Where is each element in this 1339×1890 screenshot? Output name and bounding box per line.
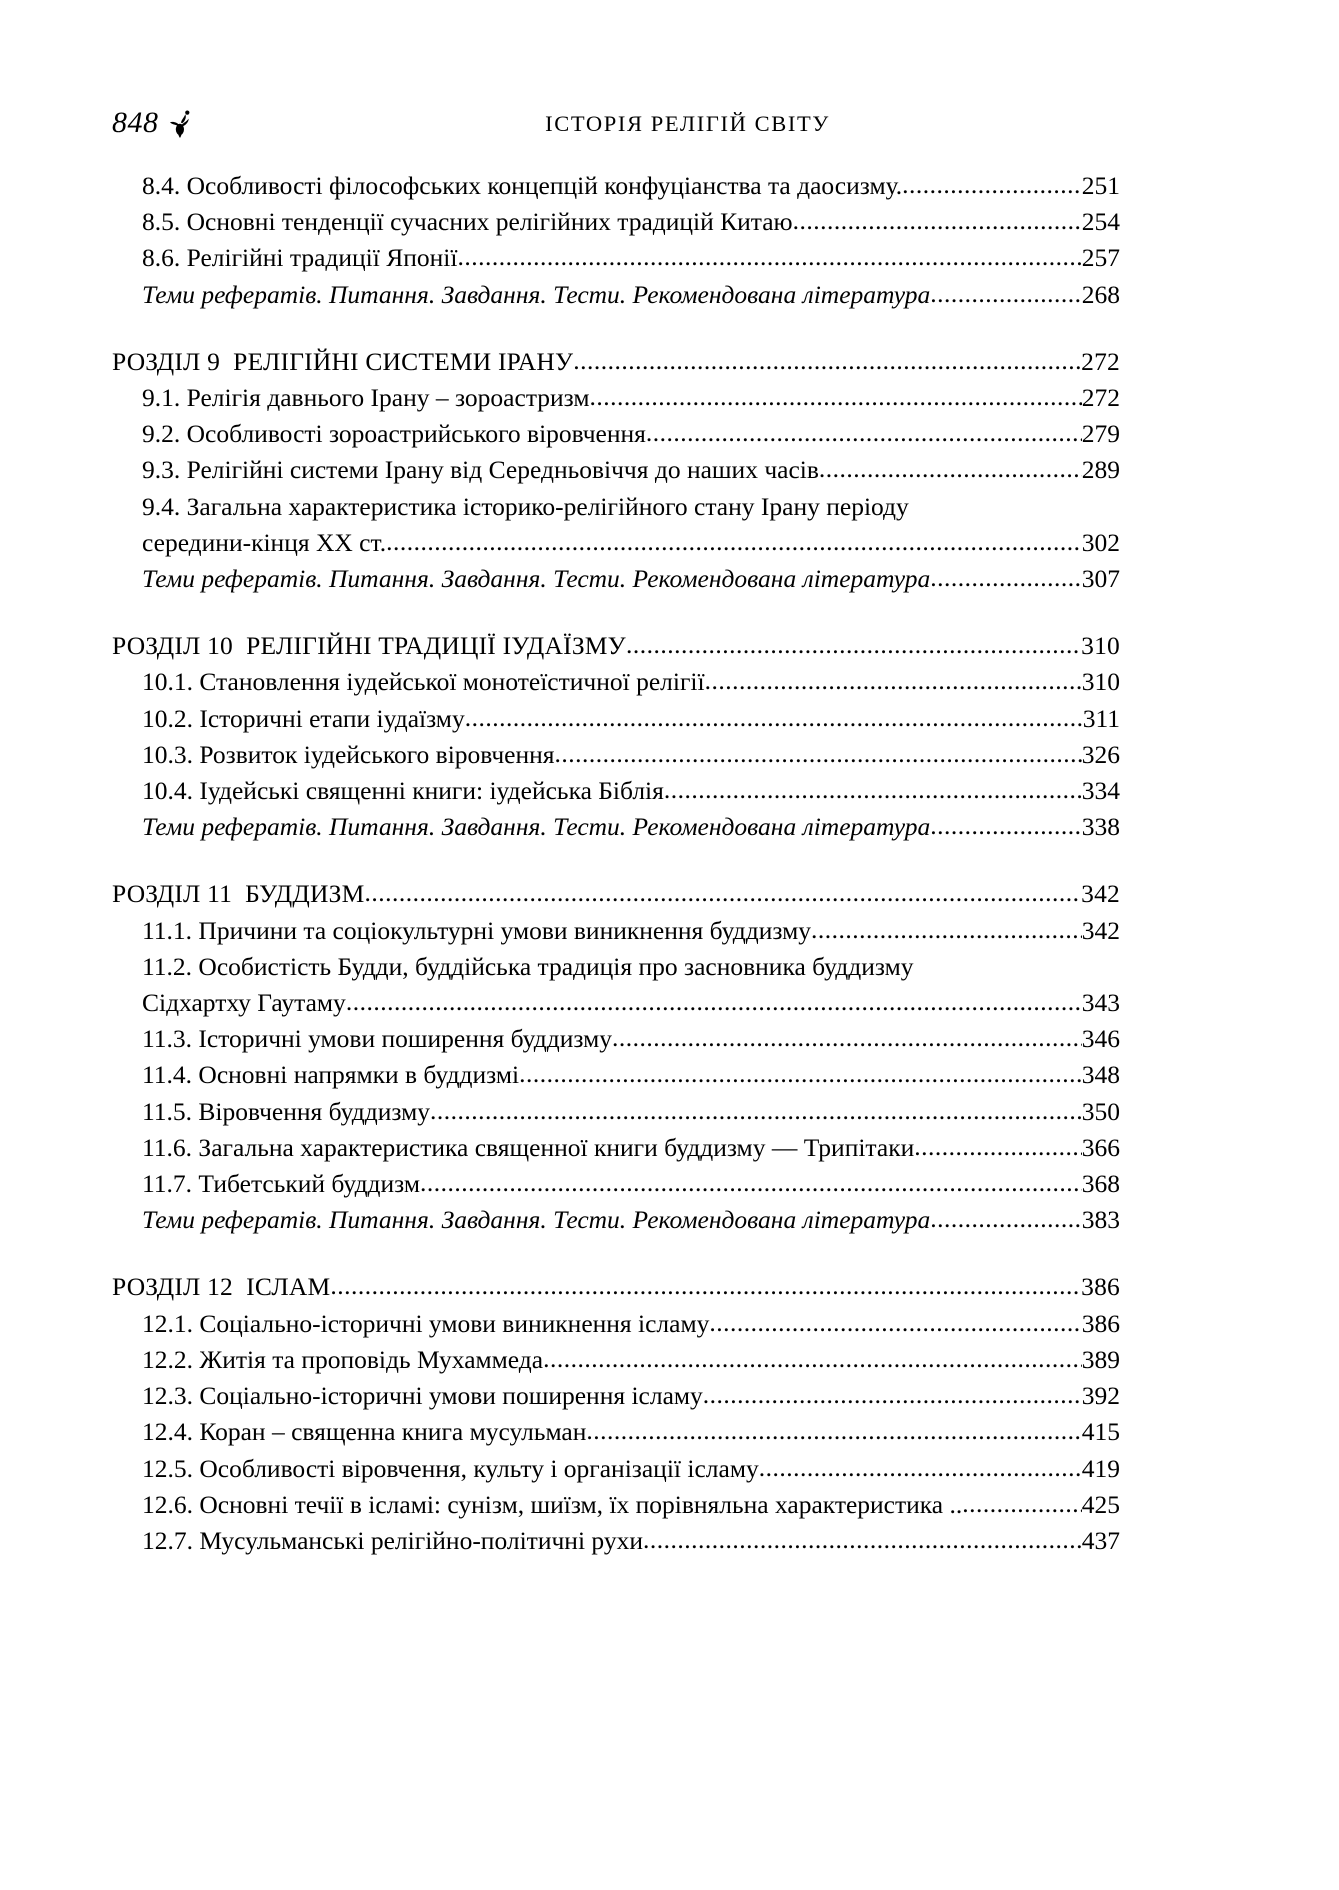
toc-leader-dots <box>519 1057 1082 1092</box>
toc-leader-dots <box>586 1414 1081 1449</box>
toc-leader-dots <box>430 1094 1082 1129</box>
toc-page-number: 383 <box>1081 1205 1120 1235</box>
toc-entry-label: РОЗДІЛ 11 БУДДИЗМ <box>112 879 365 909</box>
toc-chapter-entry[interactable] <box>112 1269 1120 1305</box>
toc-page-number: 272 <box>1081 383 1120 413</box>
toc-entry[interactable] <box>112 452 1120 488</box>
toc-page-number: 386 <box>1081 1272 1120 1302</box>
toc-group <box>112 344 1120 597</box>
toc-entry[interactable] <box>112 1378 1120 1414</box>
toc-entry[interactable] <box>112 737 1120 773</box>
toc-leader-dots <box>819 452 1082 487</box>
toc-entry[interactable] <box>112 240 1120 276</box>
toc-entry-row <box>112 1094 1120 1130</box>
toc-entry-label: 10.3. Розвиток іудейського віровчення <box>142 739 555 769</box>
toc-entry-row <box>112 985 1120 1021</box>
toc-entry-label: 11.7. Тибетський буддизм <box>142 1169 421 1199</box>
toc-entry-row <box>112 1269 1120 1305</box>
toc-entry[interactable] <box>112 949 1120 1021</box>
toc-leader-dots <box>811 913 1082 948</box>
toc-leader-dots <box>703 1378 1082 1413</box>
toc-entry[interactable] <box>112 1342 1120 1378</box>
toc-page-number: 279 <box>1081 419 1120 449</box>
toc-entry[interactable] <box>112 701 1120 737</box>
toc-entry-row <box>112 561 1120 597</box>
toc-entry-label-line1: 11.2. Особистість Будди, буддійська традиція про засновника буддизму <box>142 951 914 981</box>
toc-entry[interactable] <box>112 1451 1120 1487</box>
toc-leader-dots <box>643 1523 1082 1558</box>
toc-entry-row <box>112 876 1120 912</box>
toc-entry-row <box>112 168 1120 204</box>
toc-leader-dots <box>346 984 1082 1020</box>
toc-page-number: 302 <box>1081 527 1120 557</box>
toc-entry[interactable] <box>112 809 1120 845</box>
toc-leader-dots <box>709 1306 1081 1341</box>
toc-entry-label: 10.4. Іудейські священні книги: іудейська Біблія <box>142 776 664 806</box>
toc-leader-dots <box>646 416 1082 451</box>
toc-entry[interactable] <box>112 489 1120 561</box>
page-number: 848 <box>112 106 159 139</box>
table-of-contents <box>112 168 1120 1559</box>
toc-page-number: 342 <box>1081 879 1120 909</box>
toc-page-number: 326 <box>1081 739 1120 769</box>
toc-entry-row <box>112 380 1120 416</box>
toc-page-number: 392 <box>1081 1381 1120 1411</box>
toc-entry-row <box>112 1057 1120 1093</box>
toc-leader-dots <box>914 1130 1082 1165</box>
toc-entry[interactable] <box>112 913 1120 949</box>
toc-leader-dots <box>930 561 1081 596</box>
toc-entry[interactable] <box>112 1094 1120 1130</box>
toc-page-number: 350 <box>1081 1096 1120 1126</box>
toc-entry-label-line1: 9.4. Загальна характеристика історико-релігійного стану Ірану періоду <box>142 491 909 521</box>
toc-entry-row <box>112 1021 1120 1057</box>
toc-entry-label: РОЗДІЛ 10 РЕЛІГІЙНІ ТРАДИЦІЇ ІУДАЇЗМУ <box>112 631 626 661</box>
toc-entry-label: 12.7. Мусульманські релігійно-політичні рухи <box>142 1525 643 1555</box>
toc-entry-row <box>112 737 1120 773</box>
toc-entry[interactable] <box>112 1487 1120 1523</box>
toc-entry-label: 12.6. Основні течії в ісламі: сунізм, шиїзм, їх порівняльна характеристика .. <box>142 1489 963 1519</box>
toc-entry[interactable] <box>112 1202 1120 1238</box>
toc-entry-row <box>112 1378 1120 1414</box>
toc-entry[interactable] <box>112 1523 1120 1559</box>
toc-entry-row <box>112 628 1120 664</box>
toc-entry-label: 12.2. Житія та проповідь Мухаммеда <box>142 1344 544 1374</box>
toc-leader-dots <box>930 809 1081 844</box>
toc-entry-row <box>112 277 1120 313</box>
toc-page-number: 307 <box>1081 564 1120 594</box>
toc-entry[interactable] <box>112 416 1120 452</box>
toc-page-number: 419 <box>1081 1453 1120 1483</box>
toc-entry-label: 11.1. Причини та соціокультурні умови виникнення буддизму <box>142 915 811 945</box>
toc-leader-dots <box>664 773 1082 808</box>
toc-leader-dots <box>465 701 1083 736</box>
toc-entry[interactable] <box>112 1057 1120 1093</box>
toc-page-number: 386 <box>1081 1308 1120 1338</box>
toc-leader-dots <box>705 664 1082 699</box>
toc-page-number: 272 <box>1081 346 1120 376</box>
toc-chapter-entry[interactable] <box>112 876 1120 912</box>
toc-entry-label: Теми рефератів. Питання. Завдання. Тести. Рекомендована література <box>142 1205 931 1235</box>
toc-entry[interactable] <box>112 204 1120 240</box>
toc-entry[interactable] <box>112 664 1120 700</box>
toc-entry[interactable] <box>112 1166 1120 1202</box>
toc-entry-row <box>112 1342 1120 1378</box>
toc-entry-row <box>112 525 1120 561</box>
toc-page-number: 348 <box>1081 1060 1120 1090</box>
toc-entry-row <box>112 1166 1120 1202</box>
toc-entry-label: 9.3. Релігійні системи Ірану від Середньовіччя до наших часів <box>142 455 819 485</box>
toc-entry[interactable] <box>112 1414 1120 1450</box>
toc-entry-row <box>112 809 1120 845</box>
toc-leader-dots <box>612 1021 1082 1056</box>
toc-group <box>112 876 1120 1238</box>
toc-entry-row <box>112 204 1120 240</box>
toc-page-number: 389 <box>1081 1344 1120 1374</box>
toc-entry-label: Сідхартху Гаутаму <box>142 988 346 1018</box>
toc-entry-row <box>112 913 1120 949</box>
toc-page-number: 257 <box>1081 243 1120 273</box>
toc-group <box>112 168 1120 313</box>
toc-page-number: 251 <box>1081 171 1120 200</box>
toc-group <box>112 628 1120 845</box>
toc-entry-label: 12.5. Особливості віровчення, культу і організації ісламу <box>142 1453 759 1483</box>
toc-leader-dots <box>543 1342 1082 1377</box>
toc-entry[interactable] <box>112 168 1120 204</box>
toc-entry-row <box>112 773 1120 809</box>
toc-page-number: 254 <box>1081 207 1120 237</box>
toc-entry[interactable] <box>112 380 1120 416</box>
toc-page-number: 368 <box>1081 1169 1120 1199</box>
toc-entry-row <box>112 1523 1120 1559</box>
toc-entry[interactable] <box>112 561 1120 597</box>
toc-page-number: 425 <box>1081 1489 1120 1519</box>
toc-page-number: 334 <box>1081 776 1120 806</box>
toc-entry-label: 11.5. Віровчення буддизму <box>142 1096 430 1126</box>
toc-page-number: 289 <box>1081 455 1120 485</box>
toc-page-number: 338 <box>1081 812 1120 842</box>
toc-entry-label: 12.3. Соціально-історичні умови поширення ісламу <box>142 1381 703 1411</box>
toc-leader-dots <box>386 524 1082 560</box>
toc-leader-dots <box>902 168 1082 203</box>
toc-entry-row <box>112 1487 1120 1523</box>
toc-leader-dots <box>590 380 1082 415</box>
toc-page-number: 311 <box>1082 703 1120 733</box>
toc-entry-row <box>112 344 1120 380</box>
toc-entry[interactable] <box>112 1130 1120 1166</box>
toc-leader-dots <box>626 628 1081 663</box>
running-head-title: ІСТОРІЯ РЕЛІГІЙ СВІТУ <box>545 111 830 136</box>
toc-entry-label: 8.6. Релігійні традиції Японії <box>142 243 458 273</box>
toc-page-number: 346 <box>1081 1024 1120 1054</box>
toc-entry[interactable] <box>112 1306 1120 1342</box>
toc-entry-label: РОЗДІЛ 12 ІСЛАМ <box>112 1272 331 1302</box>
toc-leader-dots <box>759 1451 1082 1486</box>
toc-entry-label: середини-кінця ХХ ст. <box>142 527 387 557</box>
toc-entry-label: 9.1. Релігія давнього Ірану – зороастризм <box>142 383 590 413</box>
toc-leader-dots <box>930 277 1081 312</box>
toc-leader-dots <box>364 876 1081 911</box>
toc-leader-dots <box>457 240 1081 275</box>
toc-page-number: 366 <box>1081 1132 1120 1162</box>
toc-entry-row <box>112 1130 1120 1166</box>
toc-entry-label: 12.4. Коран – священна книга мусульман <box>142 1417 587 1447</box>
toc-entry-label: 9.2. Особливості зороастрийського віровчення <box>142 419 646 449</box>
toc-entry-label: 11.6. Загальна характеристика священної книги буддизму — Трипітаки <box>142 1132 915 1162</box>
toc-entry-label: 10.2. Історичні етапи іудаїзму <box>142 703 465 733</box>
toc-group <box>112 1269 1120 1559</box>
toc-entry[interactable] <box>112 1021 1120 1057</box>
toc-entry-label: Теми рефератів. Питання. Завдання. Тести. Рекомендована література <box>142 564 931 594</box>
toc-entry[interactable] <box>112 277 1120 313</box>
toc-entry-label: 12.1. Соціально-історичні умови виникнення ісламу <box>142 1308 710 1338</box>
toc-entry-label: Теми рефератів. Питання. Завдання. Тести. Рекомендована література <box>142 812 931 842</box>
toc-leader-dots <box>962 1487 1082 1522</box>
toc-entry-label: 11.3. Історичні умови поширення буддизму <box>142 1024 612 1054</box>
toc-leader-dots <box>555 737 1082 772</box>
toc-leader-dots <box>330 1269 1081 1304</box>
toc-page-number: 310 <box>1081 667 1120 697</box>
toc-entry-row <box>112 664 1120 700</box>
toc-entry-row <box>112 1451 1120 1487</box>
toc-entry-row <box>112 452 1120 488</box>
toc-page-number: 342 <box>1081 915 1120 945</box>
toc-page-number: 437 <box>1081 1525 1120 1555</box>
toc-entry-row <box>112 701 1120 737</box>
toc-entry-label: РОЗДІЛ 9 РЕЛІГІЙНІ СИСТЕМИ ІРАНУ <box>112 346 574 376</box>
toc-entry-row <box>112 416 1120 452</box>
toc-entry-label: 10.1. Становлення іудейської монотеїстичної релігії <box>142 667 705 697</box>
toc-page-number: 268 <box>1081 279 1120 309</box>
toc-entry[interactable] <box>112 773 1120 809</box>
toc-chapter-entry[interactable] <box>112 628 1120 664</box>
toc-entry-row <box>112 1306 1120 1342</box>
toc-chapter-entry[interactable] <box>112 344 1120 380</box>
toc-page-number: 415 <box>1081 1417 1120 1447</box>
toc-entry-label: Теми рефератів. Питання. Завдання. Тести. Рекомендована література <box>142 279 931 309</box>
toc-page-number: 343 <box>1081 988 1120 1018</box>
toc-entry-row <box>112 1414 1120 1450</box>
toc-page-number: 310 <box>1081 631 1120 661</box>
toc-leader-dots <box>573 344 1081 379</box>
running-head <box>112 106 1227 146</box>
toc-leader-dots <box>420 1166 1082 1201</box>
toc-leader-dots <box>793 204 1082 239</box>
toc-entry-label: 8.4. Особливості філософських концепцій конфуціанства та даосизму. <box>142 171 903 200</box>
toc-leader-dots <box>930 1202 1081 1237</box>
toc-entry-label: 8.5. Основні тенденції сучасних релігійних традицій Китаю <box>142 207 793 237</box>
toc-entry-row <box>112 240 1120 276</box>
toc-entry-row <box>112 1202 1120 1238</box>
toc-entry-label: 11.4. Основні напрямки в буддизмі <box>142 1060 520 1090</box>
